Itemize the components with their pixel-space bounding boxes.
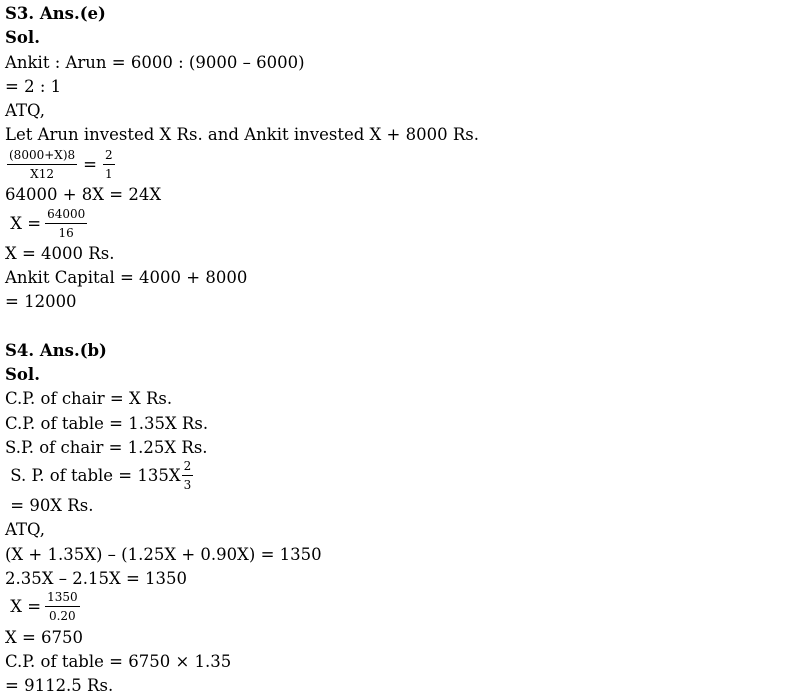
s4-sp-table-denominator: 3 <box>183 478 192 492</box>
s4-sp-table-fraction <box>182 459 194 492</box>
s3-ankit-capital: Ankit Capital = 4000 + 8000 <box>5 268 248 287</box>
s4-x-denominator: 0.20 <box>48 609 76 623</box>
s3-rhs-numerator: 2 <box>103 148 115 165</box>
s4-cp-chair: C.P. of chair = X Rs. <box>5 389 173 408</box>
s3-atq: ATQ, <box>5 101 45 120</box>
s4-sp-table-lhs: S. P. of table = 135X <box>5 465 181 485</box>
s4-simplified-equation: 2.35X – 2.15X = 1350 <box>5 569 188 588</box>
s4-x-value: X = 6750 <box>5 628 84 647</box>
s3-x-denominator: 16 <box>58 226 74 240</box>
s3-assumption: Let Arun invested X Rs. and Ankit invested X + 8000 Rs. <box>5 125 479 144</box>
s3-x-fraction <box>45 207 87 240</box>
s3-equals: = <box>83 154 97 174</box>
s4-sp-table-line <box>5 459 195 492</box>
s3-ratio-result: = 2 : 1 <box>5 77 62 96</box>
s3-x-numerator: 64000 <box>45 207 87 224</box>
s4-cp-table: C.P. of table = 1.35X Rs. <box>5 414 209 433</box>
s4-sol-label: Sol. <box>5 365 40 384</box>
s3-lhs-fraction <box>7 148 77 181</box>
s3-lhs-numerator: (8000+X)8 <box>7 148 77 165</box>
s3-equation-expanded: 64000 + 8X = 24X <box>5 185 162 204</box>
s3-ratio-line: Ankit : Arun = 6000 : (9000 – 6000) <box>5 53 305 72</box>
s3-sol-label: Sol. <box>5 28 40 47</box>
s4-sp-table-result: = 90X Rs. <box>5 496 94 515</box>
s4-cp-table-calc: C.P. of table = 6750 × 1.35 <box>5 652 232 671</box>
s4-x-numerator: 1350 <box>45 590 80 607</box>
s4-sp-table-numerator: 2 <box>182 459 194 476</box>
s3-lhs-denominator: X12 <box>30 167 54 181</box>
s4-answer: = 9112.5 Rs. <box>5 676 114 695</box>
s4-heading: S4. Ans.(b) <box>5 341 107 360</box>
s3-rhs-fraction <box>103 148 115 181</box>
s3-x-fraction-line <box>5 207 89 240</box>
s4-sp-chair: S.P. of chair = 1.25X Rs. <box>5 438 208 457</box>
s4-x-fraction <box>45 590 80 623</box>
s4-x-lhs: X = <box>5 596 42 616</box>
s3-x-lhs: X = <box>5 213 42 233</box>
s3-rhs-denominator: 1 <box>104 167 113 181</box>
s3-x-value: X = 4000 Rs. <box>5 244 115 263</box>
s3-heading: S3. Ans.(e) <box>5 4 106 23</box>
s4-profit-equation: (X + 1.35X) – (1.25X + 0.90X) = 1350 <box>5 545 322 564</box>
s3-equation-fraction <box>5 148 117 181</box>
s4-atq: ATQ, <box>5 520 45 539</box>
s3-answer: = 12000 <box>5 292 77 311</box>
s4-x-fraction-line <box>5 590 82 623</box>
